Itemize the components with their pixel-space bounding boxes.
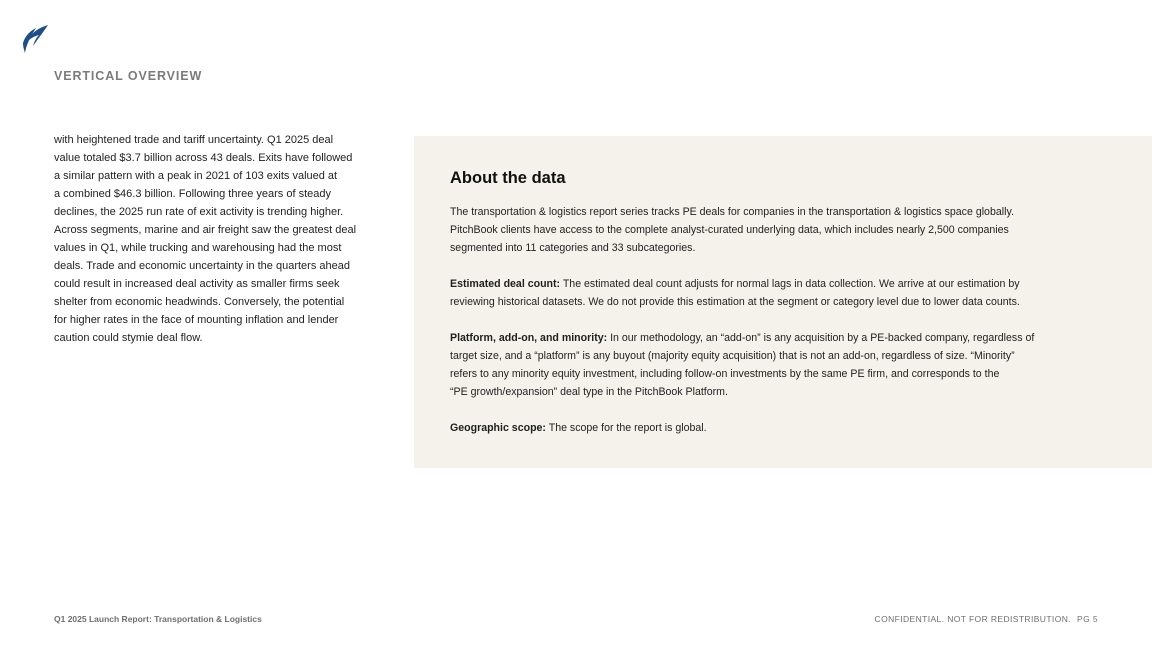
deal-count-text: The estimated deal count adjusts for normal lags in data collection. We arrive at our estimation by (560, 278, 1020, 290)
overview-line: a similar pattern with a peak in 2021 of 103 exits valued at (54, 170, 338, 182)
page-number: PG 5 (1077, 614, 1098, 624)
section-label: VERTICAL OVERVIEW (54, 69, 203, 83)
intro-line: segmented into 11 categories and 33 subcategories. (450, 242, 696, 254)
overview-line: deals. Trade and economic uncertainty in the quarters ahead (54, 260, 350, 272)
geography-lead: Geographic scope: (450, 422, 546, 434)
overview-line: with heightened trade and tariff uncertainty. Q1 2025 deal (54, 134, 334, 146)
about-data-panel (414, 136, 1152, 468)
deal-count-line: reviewing historical datasets. We do not provide this estimation at the segment or category level due to lower data counts. (450, 296, 1020, 308)
intro-line: The transportation & logistics report series tracks PE deals for companies in the transportation & logistics space globally. (450, 206, 1014, 218)
overview-line: a combined $46.3 billion. Following three years of steady (54, 188, 331, 200)
overview-line: value totaled $3.7 billion across 43 deals. Exits have followed (54, 152, 353, 164)
overview-text (54, 131, 376, 347)
platform-text: In our methodology, an “add-on” is any acquisition by a PE-backed company, regardless of (607, 332, 1035, 344)
platform-paragraph (450, 329, 1120, 401)
overview-line: declines, the 2025 run rate of exit activity is trending higher. (54, 206, 344, 218)
sail-logo-icon (22, 24, 50, 54)
geography-paragraph (450, 419, 1120, 437)
overview-line: values in Q1, while trucking and warehousing had the most (54, 242, 342, 254)
platform-line (450, 329, 1120, 347)
overview-line: Across segments, marine and air freight saw the greatest deal (54, 224, 357, 236)
footer-report-title: Q1 2025 Launch Report: Transportation & Logistics (54, 614, 262, 624)
confidential-notice: CONFIDENTIAL. NOT FOR REDISTRIBUTION. (874, 614, 1072, 624)
about-body (450, 203, 1120, 455)
deal-count-line (450, 275, 1120, 293)
overview-line: shelter from economic headwinds. Conversely, the potential (54, 296, 345, 308)
deal-count-paragraph (450, 275, 1120, 311)
intro-paragraph (450, 203, 1120, 257)
intro-line: PitchBook clients have access to the complete analyst-curated underlying data, which includes nearly 2,500 companies (450, 224, 1009, 236)
footer-right (875, 614, 1098, 624)
overview-line: could result in increased deal activity as smaller firms seek (54, 278, 340, 290)
geography-line (450, 419, 1120, 437)
deal-count-lead: Estimated deal count: (450, 278, 561, 290)
overview-line: caution could stymie deal flow. (54, 332, 203, 344)
sail-logo-graphic (22, 24, 50, 54)
about-title: About the data (450, 169, 566, 187)
geography-text: The scope for the report is global. (545, 422, 707, 434)
platform-line: refers to any minority equity investment, including follow-on investments by the same PE firm, and corresponds to the (450, 368, 1000, 380)
platform-line: “PE growth/expansion” deal type in the PitchBook Platform. (450, 386, 728, 398)
platform-lead: Platform, add-on, and minority: (450, 332, 608, 344)
platform-line: target size, and a “platform” is any buyout (majority equity acquisition) that is not an add-on, regardless of size. “Minority” (450, 350, 1015, 362)
overview-line: for higher rates in the face of mounting inflation and lender (54, 314, 339, 326)
